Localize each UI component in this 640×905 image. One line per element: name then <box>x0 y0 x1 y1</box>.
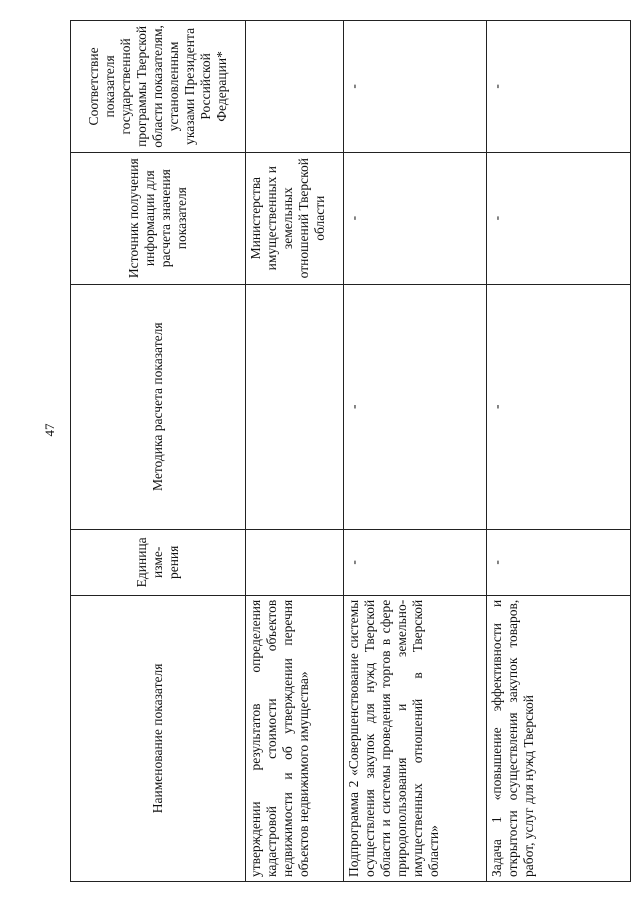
indicator-table <box>70 20 631 882</box>
row1-correspondence <box>246 21 344 153</box>
table-row <box>246 21 344 882</box>
row2-source: - <box>344 152 487 284</box>
row2-correspondence: - <box>344 21 487 153</box>
table-header-row <box>71 21 246 882</box>
row1-unit <box>246 529 344 595</box>
table-row <box>344 21 487 882</box>
page-number: 47 <box>42 423 57 437</box>
row3-source: - <box>487 152 631 284</box>
header-name: Наименование показателя <box>71 595 246 881</box>
table-container <box>70 20 630 882</box>
row3-name: Задача 1 «повышение эффективности и открытости осуществления закупок товаров, работ, услуг для нужд Тверской <box>487 595 631 881</box>
row3-unit: - <box>487 529 631 595</box>
row3-correspondence: - <box>487 21 631 153</box>
row2-name: Подпрограмма 2 «Совершенствование системы осуществления закупок для нужд Тверской области и системы проведения торгов в сфере природопользования и земельно-имущественных отношений в Тверской области» <box>344 595 487 881</box>
header-unit: Единица изме-рения <box>71 529 246 595</box>
table-landscape <box>70 20 630 882</box>
header-method: Методика расчета показателя <box>71 284 246 529</box>
row2-method: - <box>344 284 487 529</box>
row1-method <box>246 284 344 529</box>
header-source: Источник получения информации для расчета значения показателя <box>71 152 246 284</box>
row1-name: утверждении результатов определения кадастровой стоимости объектов недвижимости и об утверждении перечня объектов недвижимого имущества» <box>246 595 344 881</box>
header-correspondence: Соответствие показателя государственной программы Тверской области показателям, установленным указами Президента Российской Федерации* <box>71 21 246 153</box>
row3-method: - <box>487 284 631 529</box>
row2-unit: - <box>344 529 487 595</box>
row1-source: Министерства имущественных и земельных отношений Тверской области <box>246 152 344 284</box>
table-row <box>487 21 631 882</box>
